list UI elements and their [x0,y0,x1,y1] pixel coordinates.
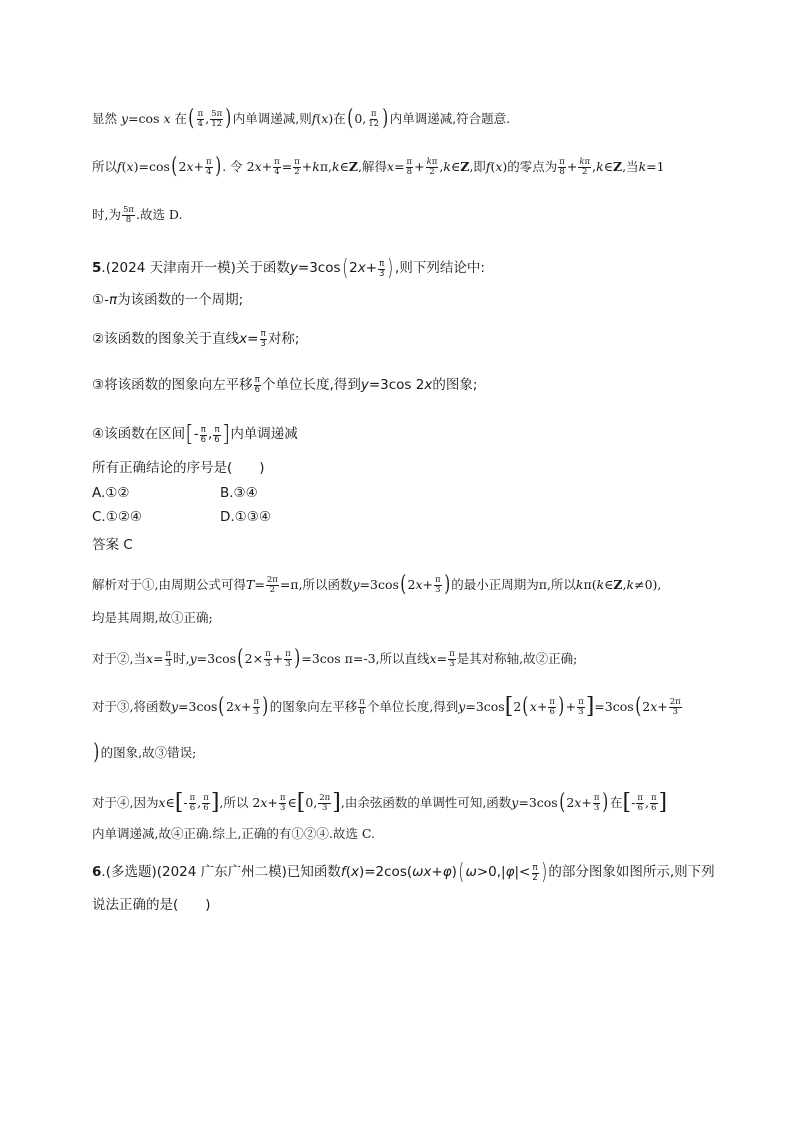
explanation-line-6: 对于④,因为 x ∈ [ - $\frac{\pi}{6}$ , $\frac{\pi}{6}$ ] ,所以 2 x + $\frac{\pi}{3}$ ∈ [ 0, $\frac{2\pi}{3}$ ] ,由余弦函数的单调性可知,函数 y =3cos ( 2 x + $\frac{\pi}{3}$ ) 在 [ - $\frac{\pi}{6}$ , $\frac{\pi}{6}$ ] [92,790,668,815]
explanation-line-7: 内单调递减,故④正确.综上,正确的有①②④.故选 C. [92,826,375,841]
statement-3: ③将该函数的图象向左平移 $\frac{\pi}{6}$ 个单位长度,得到 y =3cos 2 x 的图象; [92,375,478,395]
option-a[interactable]: A.①② [92,485,130,501]
explanation-line-5: ) 的图象,故③错误; [93,740,197,765]
explanation-line-1: 解析对于①,由周期公式可得 T = $\frac{2\pi}{2}$ =π,所以函数 y =3cos ( 2 x + $\frac{\pi}{3}$ ) 的最小正周期为π,所以 k π( k ∈ Z , k ≠0), [92,572,662,597]
question-5-ask: 所有正确结论的序号是( ) [92,460,265,476]
solution-line-2: 所以 f ( x )=cos ( 2 x + $\frac{\pi}{4}$ ) . 令 2 x + $\frac{\pi}{4}$ = $\frac{\pi}{2}$ + k π, k ∈ Z ,解得 x = $\frac{\pi}{8}$ + $\frac{k\pi}{2}$ , k ∈ Z ,即 f ( x )的零点为 $\frac{\pi}{8}$ + $\frac{k\pi}{2}$ , k ∈ Z ,当 k =1 [92,154,665,179]
solution-line-3: 时,为 $\frac{5\pi}{8}$ .故选 D. [92,205,183,225]
question-6-ask: 说法正确的是( ) [92,897,211,913]
explanation-line-2: 均是其周期,故①正确; [92,610,213,625]
question-6-stem: 6 .(多选题)(2024 广东广州二模)已知函数 f ( x )=2cos( ωx + φ ) ( ω >0,| φ |< $\frac{\pi}{2}$ ) 的部分图象如图所示,则下列 [92,860,715,885]
option-d[interactable]: D.①③④ [220,509,271,525]
statement-2: ②该函数的图象关于直线 x = $\frac{\pi}{3}$ 对称; [92,329,300,349]
option-b[interactable]: B.③④ [220,485,258,501]
explanation-line-4: 对于③,将函数 y =3cos ( 2 x + $\frac{\pi}{3}$ ) 的图象向左平移 $\frac{\pi}{6}$ 个单位长度,得到 y =3cos [ 2 ( x + $\frac{\pi}{6}$ ) + $\frac{\pi}{3}$ ] =3cos ( 2 x + $\frac{2\pi}{3}$ [92,694,681,719]
statement-4: ④该函数在区间 [ - $\frac{\pi}{6}$ , $\frac{\pi}{6}$ ] 内单调递减 [92,422,298,447]
statement-1: ①- π 为该函数的一个周期; [92,292,244,308]
solution-line-1: 显然 y =cos x 在 ( $\frac{\pi}{4}$ , $\frac{5\pi}{12}$ ) 内单调递减,则 f ( x )在 ( 0, $\frac{\pi}{12}$ ) 内单调递减,符合题意. [92,106,511,131]
question-5-stem: 5 .(2024 天津南开一模)关于函数 y =3cos ( 2 x + $\frac{\pi}{3}$ ) ,则下列结论中: [92,256,485,281]
option-c[interactable]: C.①②④ [92,509,143,525]
answer-label: 答案 C [92,537,133,553]
explanation-line-3: 对于②,当 x = $\frac{\pi}{3}$ 时, y =3cos ( 2× $\frac{\pi}{3}$ + $\frac{\pi}{3}$ ) =3cos π=-3,所以直线 x = $\frac{\pi}{3}$ 是其对称轴,故②正确; [92,646,578,671]
